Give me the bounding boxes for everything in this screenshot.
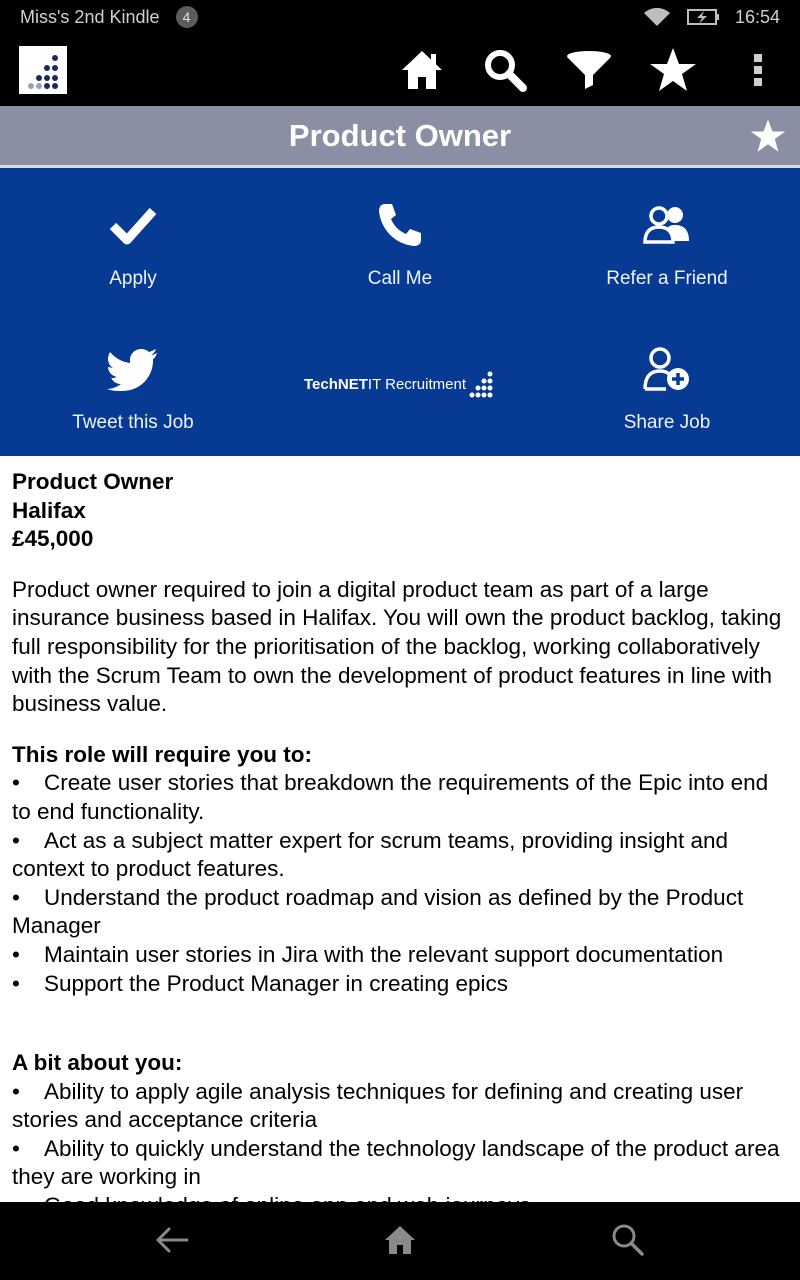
search-icon [483,48,527,92]
checkmark-icon [110,205,156,245]
refer-friend-button[interactable] [534,168,800,312]
action-panel [0,168,800,456]
wifi-icon [641,6,673,28]
device-name: Miss's 2nd Kindle [20,6,160,27]
star-icon [750,118,786,154]
list-item-text: Create user stories that breakdown the requirements of the Epic into end to end functionality. [12,770,769,824]
app-logo[interactable] [19,46,67,94]
refer-friend-label: Refer a Friend [606,268,728,289]
notification-badge[interactable]: 4 [176,6,198,28]
brand-name-bold: TechNET [304,375,368,393]
tweet-job-label: Tweet this Job [72,412,194,433]
logo-dots-icon [19,46,67,94]
home-icon [400,49,444,91]
app-bar [0,34,800,106]
list-item-text: Maintain user stories in Jira with the relevant support documentation [44,941,724,967]
list-item: • Understand the product roadmap and vision as defined by the Product Manager [12,884,744,939]
twitter-bird-icon [107,347,159,391]
filter-button[interactable] [564,46,614,94]
list-item: • Maintain user stories in Jira with the relevant support documentation [12,941,724,967]
list-item: • Create user stories that breakdown the requirements of the Epic into end to end functionality. [12,770,769,824]
back-button[interactable] [152,1220,192,1260]
job-salary: £45,000 [12,526,94,552]
list-item-text: Understand the product roadmap and vision as defined by the Product Manager [12,884,744,939]
brand-dots-icon [470,370,496,398]
save-job-button[interactable] [750,118,786,154]
call-me-button[interactable] [266,168,534,312]
back-arrow-icon [155,1226,189,1254]
bottom-nav [0,1202,800,1280]
about-heading: A bit about you: [12,1050,183,1076]
search-icon [611,1223,645,1257]
status-bar [0,0,800,34]
share-job-label: Share Job [623,412,711,433]
list-item: • Ability to quickly understand the technology landscape of the product area they are working in [12,1135,780,1190]
requirements-heading: This role will require you to: [12,741,313,767]
filter-icon [565,49,613,91]
add-person-icon [642,346,692,392]
share-job-button[interactable] [534,312,800,456]
favorites-button[interactable] [648,46,698,94]
search-button[interactable] [480,46,530,94]
brand-logo [266,312,534,456]
list-item-text: Ability to apply agile analysis techniques for defining and creating user stories and acceptance criteria [12,1078,744,1133]
list-item-text: Act as a subject matter expert for scrum teams, providing insight and context to product features. [12,827,729,882]
home-button[interactable] [397,46,447,94]
overflow-menu-icon [752,53,764,87]
list-item: • Ability to apply agile analysis techniques for defining and creating user stories and acceptance criteria [12,1078,744,1133]
job-description: Product owner required to join a digital product team as part of a large insurance business based in Halifax. You will own the product backlog, taking full responsibility for the prioritisation of the backlog, working collaboratively with the Scrum Team to own the development of product features in line with business value. [12,576,782,717]
overflow-menu-button[interactable] [733,46,783,94]
search-nav-button[interactable] [608,1220,648,1260]
list-item-text: Support the Product Manager in creating epics [44,970,509,996]
list-item: • Support the Product Manager in creating epics [12,970,509,996]
job-title: Product Owner [12,469,174,494]
apply-label: Apply [109,268,157,289]
tweet-job-button[interactable] [0,312,266,456]
phone-icon [377,202,423,248]
clock: 16:54 [734,6,780,27]
people-icon [642,204,692,246]
list-item-text: Ability to quickly understand the technology landscape of the product area they are working in [12,1135,780,1190]
battery-icon [687,7,721,27]
star-icon [649,47,697,93]
job-location: Halifax [12,497,86,523]
home-icon [383,1224,417,1256]
job-details [12,468,792,1200]
apply-button[interactable] [0,168,266,312]
call-me-label: Call Me [367,268,433,289]
list-item: • Act as a subject matter expert for scrum teams, providing insight and context to product features. [12,827,729,882]
brand-name-rest: IT Recruitment [367,375,466,393]
home-nav-button[interactable] [380,1220,420,1260]
page-title: Product Owner [288,118,512,153]
title-bar [0,106,800,168]
